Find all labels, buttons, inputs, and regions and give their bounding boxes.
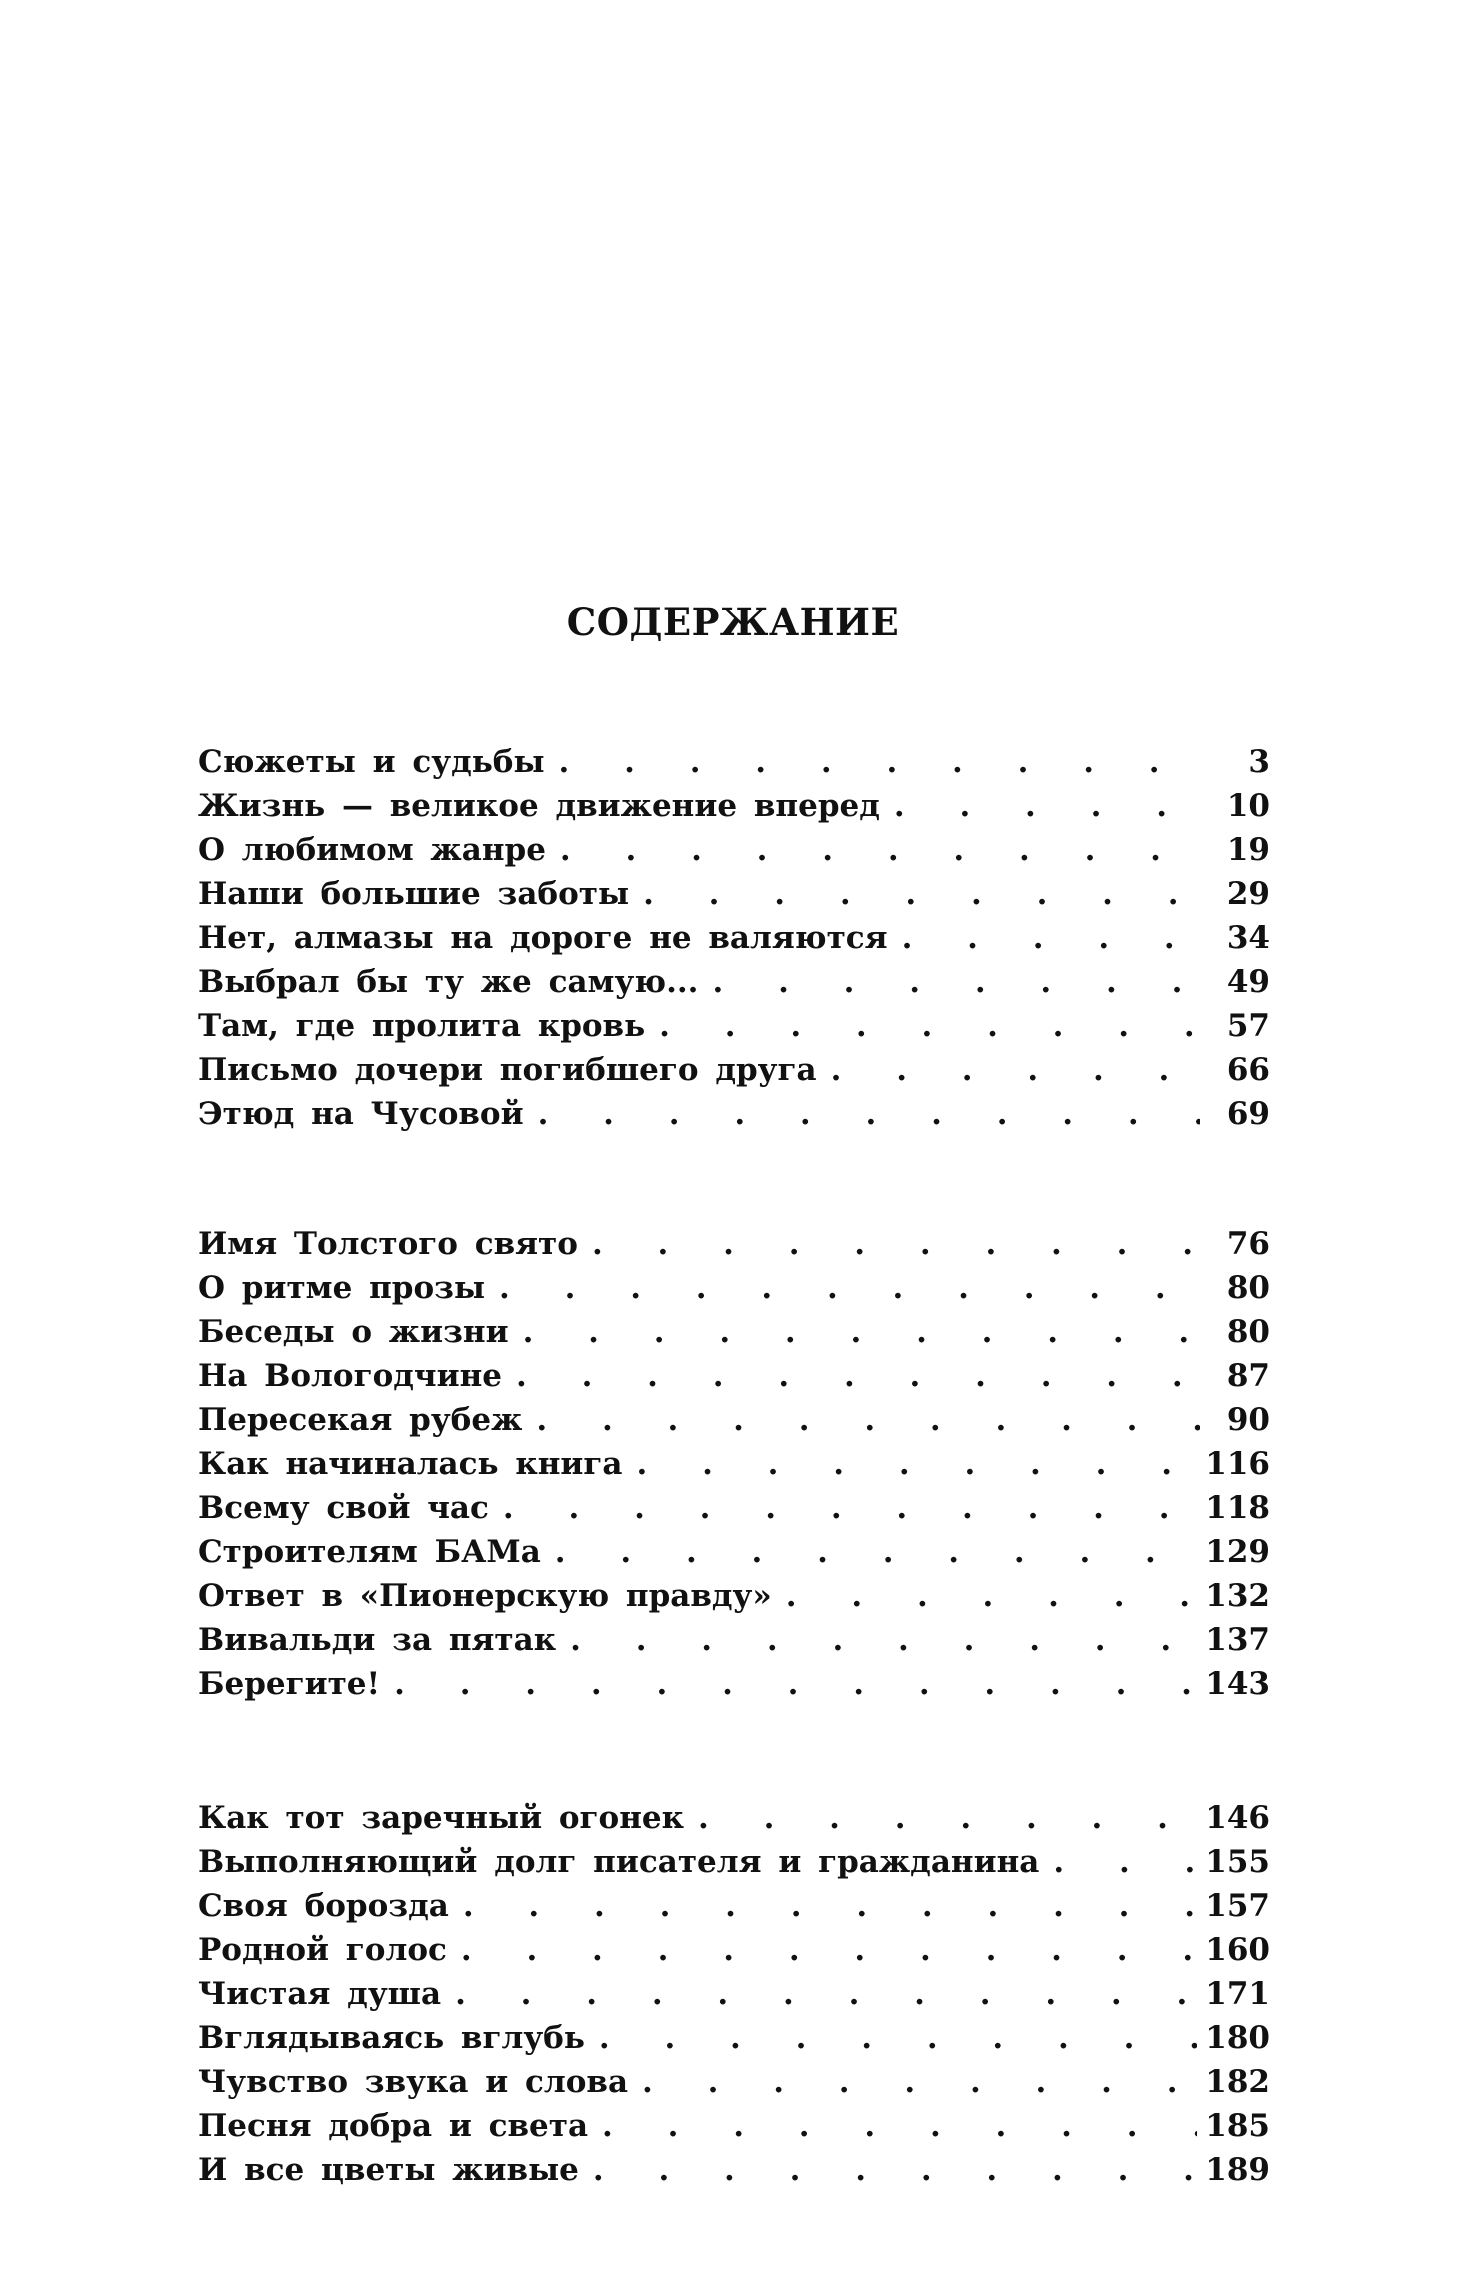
toc-entry bbox=[198, 960, 1270, 1004]
toc-entry bbox=[198, 2060, 1270, 2104]
toc-leader-dots bbox=[585, 2016, 1197, 2060]
toc-entry-title: Пересекая рубеж bbox=[198, 1402, 523, 1438]
toc-leader-dots bbox=[380, 1662, 1197, 1706]
toc-entry bbox=[198, 872, 1270, 916]
toc-entry-title: Письмо дочери погибшего друга bbox=[198, 1052, 817, 1088]
toc-leader-dots bbox=[623, 1442, 1198, 1486]
toc-leader-dots bbox=[588, 2104, 1197, 2148]
toc-leader-dots bbox=[509, 1310, 1200, 1354]
toc-entry bbox=[198, 1840, 1270, 1884]
toc-entry bbox=[198, 1662, 1270, 1706]
toc-entry bbox=[198, 1928, 1270, 1972]
toc-leader-dots bbox=[629, 872, 1200, 916]
toc-leader-dots bbox=[449, 1884, 1197, 1928]
toc-entry-page-number: 160 bbox=[1205, 1932, 1270, 1968]
toc-entry-page-number: 143 bbox=[1205, 1666, 1270, 1702]
toc-entry bbox=[198, 2104, 1270, 2148]
toc-entry-title: Сюжеты и судьбы bbox=[198, 744, 545, 780]
toc-entry bbox=[198, 1092, 1270, 1136]
toc-entry bbox=[198, 1222, 1270, 1266]
toc-leader-dots bbox=[645, 1004, 1200, 1048]
toc-entry-page-number: 10 bbox=[1226, 788, 1270, 824]
toc-leader-dots bbox=[578, 1222, 1200, 1266]
toc-entry bbox=[198, 1486, 1270, 1530]
toc-entry-page-number: 34 bbox=[1226, 920, 1270, 956]
toc-entry-page-number: 66 bbox=[1226, 1052, 1270, 1088]
toc-entry-page-number: 76 bbox=[1226, 1226, 1270, 1262]
toc-entry-page-number: 29 bbox=[1226, 876, 1270, 912]
toc-entry bbox=[198, 1796, 1270, 1840]
toc-entry bbox=[198, 1354, 1270, 1398]
toc-entry bbox=[198, 1884, 1270, 1928]
toc-entry bbox=[198, 2016, 1270, 2060]
toc-entry-page-number: 137 bbox=[1205, 1622, 1270, 1658]
toc-leader-dots bbox=[772, 1574, 1198, 1618]
toc-entry bbox=[198, 784, 1270, 828]
toc-leader-dots bbox=[524, 1092, 1200, 1136]
toc-entry-page-number: 155 bbox=[1205, 1844, 1270, 1880]
toc-entry bbox=[198, 1574, 1270, 1618]
toc-entry-page-number: 157 bbox=[1205, 1888, 1270, 1924]
toc-entry-title: Вивальди за пятак bbox=[198, 1622, 557, 1658]
toc-entry-title: Нет, алмазы на дороге не валяются bbox=[198, 920, 888, 956]
toc-entry-page-number: 80 bbox=[1226, 1314, 1270, 1350]
toc-entry-title: О ритме прозы bbox=[198, 1270, 486, 1306]
toc-section-1 bbox=[198, 740, 1270, 1136]
toc-entry bbox=[198, 828, 1270, 872]
toc-entry-title: Жизнь — великое движение вперед bbox=[198, 788, 880, 824]
toc-entry-page-number: 57 bbox=[1226, 1008, 1270, 1044]
toc-leader-dots bbox=[541, 1530, 1198, 1574]
toc-entry bbox=[198, 1618, 1270, 1662]
toc-entry-title: Своя борозда bbox=[198, 1888, 449, 1924]
toc-entry-page-number: 118 bbox=[1205, 1490, 1270, 1526]
toc-entry-title: Всему свой час bbox=[198, 1490, 489, 1526]
toc-entry-title: Как тот заречный огонек bbox=[198, 1800, 685, 1836]
toc-entry bbox=[198, 1266, 1270, 1310]
toc-leader-dots bbox=[817, 1048, 1200, 1092]
toc-entry-page-number: 129 bbox=[1205, 1534, 1270, 1570]
toc-entry-page-number: 3 bbox=[1248, 744, 1270, 780]
toc-leader-dots bbox=[522, 1398, 1200, 1442]
toc-leader-dots bbox=[489, 1486, 1197, 1530]
toc-entry bbox=[198, 740, 1270, 784]
toc-entry-title: Как начиналась книга bbox=[198, 1446, 623, 1482]
toc-entry-page-number: 185 bbox=[1205, 2108, 1270, 2144]
toc-entry-title: Строителям БАМа bbox=[198, 1534, 541, 1570]
toc-entry-title: Чувство звука и слова bbox=[198, 2064, 629, 2100]
toc-entry-page-number: 171 bbox=[1205, 1976, 1270, 2012]
toc-entry-title: Этюд на Чусовой bbox=[198, 1096, 524, 1132]
toc-entry-title: Берегите! bbox=[198, 1666, 381, 1702]
toc-leader-dots bbox=[888, 916, 1200, 960]
toc-entry bbox=[198, 1442, 1270, 1486]
toc-entry-title: Вглядываясь вглубь bbox=[198, 2020, 585, 2056]
toc-entry-page-number: 87 bbox=[1226, 1358, 1270, 1394]
toc-leader-dots bbox=[485, 1266, 1200, 1310]
toc-leader-dots bbox=[447, 1928, 1197, 1972]
toc-leader-dots bbox=[502, 1354, 1200, 1398]
toc-entry-title: Ответ в «Пионерскую правду» bbox=[198, 1578, 772, 1614]
toc-entry-title: Родной голос bbox=[198, 1932, 447, 1968]
toc-leader-dots bbox=[1039, 1840, 1197, 1884]
toc-entry bbox=[198, 1310, 1270, 1354]
toc-entry-title: Чистая душа bbox=[198, 1976, 442, 2012]
toc-leader-dots bbox=[546, 828, 1200, 872]
toc-section-3 bbox=[198, 1796, 1270, 2192]
toc-section-2 bbox=[198, 1222, 1270, 1706]
toc-entry-page-number: 189 bbox=[1205, 2152, 1270, 2188]
toc-entry bbox=[198, 2148, 1270, 2192]
toc-entry-title: Беседы о жизни bbox=[198, 1314, 509, 1350]
toc-entry-page-number: 132 bbox=[1205, 1578, 1270, 1614]
toc-entry-page-number: 69 bbox=[1226, 1096, 1270, 1132]
toc-entry-title: Выполняющий долг писателя и гражданина bbox=[198, 1844, 1040, 1880]
toc-entry-page-number: 19 bbox=[1226, 832, 1270, 868]
toc-entry bbox=[198, 1972, 1270, 2016]
toc-leader-dots bbox=[556, 1618, 1197, 1662]
toc-entry bbox=[198, 1530, 1270, 1574]
toc-entry-page-number: 80 bbox=[1226, 1270, 1270, 1306]
toc-entry-page-number: 116 bbox=[1205, 1446, 1270, 1482]
toc-entry-title: Выбрал бы ту же самую... bbox=[198, 964, 699, 1000]
toc-leader-dots bbox=[880, 784, 1200, 828]
toc-entry bbox=[198, 916, 1270, 960]
toc-entry-title: Там, где пролита кровь bbox=[198, 1008, 646, 1044]
toc-leader-dots bbox=[684, 1796, 1197, 1840]
toc-entry bbox=[198, 1398, 1270, 1442]
toc-leader-dots bbox=[441, 1972, 1197, 2016]
toc-entry-title: Песня добра и света bbox=[198, 2108, 589, 2144]
toc-leader-dots bbox=[628, 2060, 1197, 2104]
toc-entry-title: Наши большие заботы bbox=[198, 876, 630, 912]
toc-entry-title: И все цветы живые bbox=[198, 2152, 579, 2188]
toc-entry-title: На Вологодчине bbox=[198, 1358, 503, 1394]
toc-entry-page-number: 49 bbox=[1226, 964, 1270, 1000]
toc-entry-title: Имя Толстого свято bbox=[198, 1226, 578, 1262]
toc-entry bbox=[198, 1048, 1270, 1092]
toc-leader-dots bbox=[579, 2148, 1197, 2192]
toc-entry-page-number: 182 bbox=[1205, 2064, 1270, 2100]
toc-entry-page-number: 180 bbox=[1205, 2020, 1270, 2056]
toc-leader-dots bbox=[698, 960, 1200, 1004]
toc-entry-page-number: 146 bbox=[1205, 1800, 1270, 1836]
toc-entry bbox=[198, 1004, 1270, 1048]
toc-leader-dots bbox=[545, 740, 1200, 784]
toc-entry-title: О любимом жанре bbox=[198, 832, 546, 868]
toc-entry-page-number: 90 bbox=[1226, 1402, 1270, 1438]
page-title: СОДЕРЖАНИЕ bbox=[566, 600, 900, 644]
